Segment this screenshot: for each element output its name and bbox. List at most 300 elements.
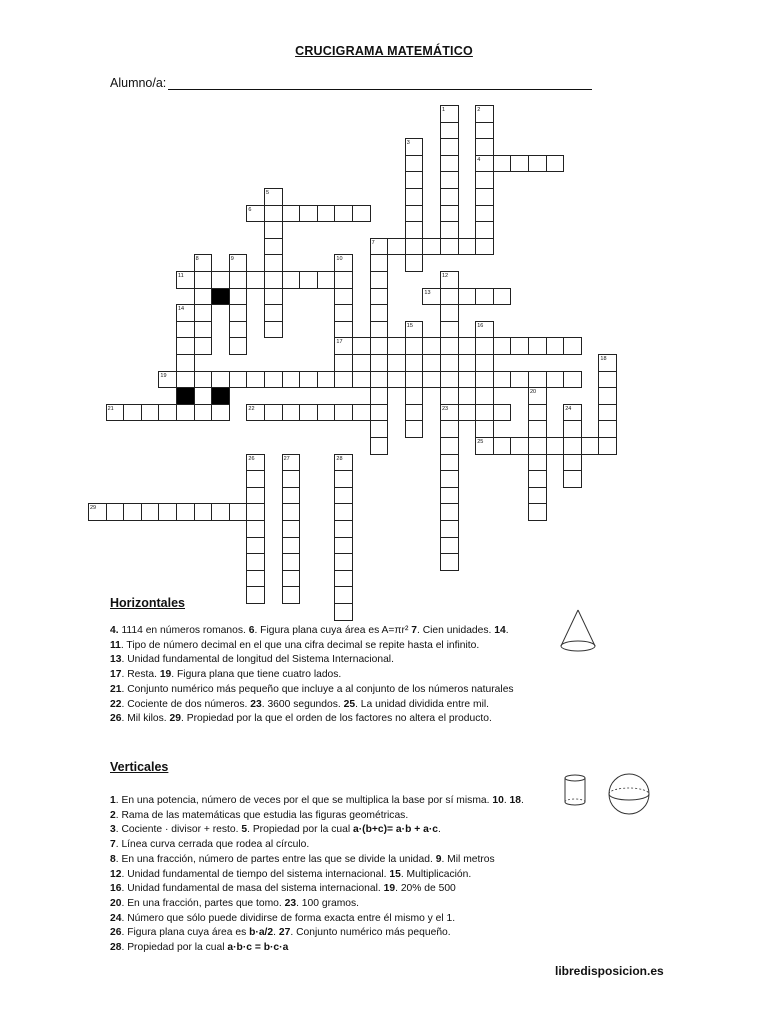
crossword-cell[interactable] (282, 487, 301, 505)
crossword-cell[interactable] (440, 420, 459, 438)
crossword-cell[interactable] (528, 337, 547, 355)
crossword-cell[interactable] (440, 337, 459, 355)
crossword-cell[interactable] (334, 205, 353, 223)
crossword-cell[interactable] (176, 337, 195, 355)
crossword-cell[interactable] (158, 503, 177, 521)
crossword-cell[interactable] (598, 371, 617, 389)
crossword-cell[interactable] (581, 437, 600, 455)
crossword-cell[interactable] (299, 404, 318, 422)
horizontales-clue-line (110, 698, 514, 713)
crossword-cell[interactable] (563, 454, 582, 472)
crossword-cell[interactable] (370, 354, 389, 372)
crossword-cell[interactable] (176, 354, 195, 372)
crossword-cell[interactable] (458, 238, 477, 256)
clue-number: 23 (250, 698, 262, 710)
crossword-cell[interactable] (370, 321, 389, 339)
crossword-cell[interactable] (282, 371, 301, 389)
crossword-cell[interactable] (194, 321, 213, 339)
crossword-cell[interactable] (510, 337, 529, 355)
crossword-cell[interactable] (370, 238, 389, 256)
crossword-cell[interactable] (440, 171, 459, 189)
crossword-cell[interactable] (334, 570, 353, 588)
verticales-clue-line (110, 941, 524, 956)
footer-site: libredisposicion.es (555, 964, 664, 978)
crossword-cell[interactable] (229, 337, 248, 355)
clue-text: . Mil kilos. (121, 713, 170, 725)
crossword-cell[interactable] (370, 304, 389, 322)
verticales-clue-line (110, 794, 524, 809)
crossword-cell[interactable] (317, 371, 336, 389)
clue-text: . Figura plana cuya área es A=πr² (254, 625, 412, 636)
clue-text: . Unidad fundamental de tiempo del sistema internacional. (121, 868, 390, 880)
crossword-cell[interactable] (246, 205, 265, 223)
crossword-cell[interactable] (334, 586, 353, 604)
clue-text: . Multiplicación. (400, 868, 472, 880)
crossword-cell[interactable] (475, 337, 494, 355)
clue-text: . (503, 795, 510, 806)
crossword-cell[interactable] (334, 454, 353, 472)
crossword-cell[interactable] (475, 171, 494, 189)
crossword-cell[interactable] (194, 271, 213, 289)
clue-number-label: 1 (442, 107, 446, 113)
horizontales-clues (110, 624, 514, 727)
crossword-cell[interactable] (229, 271, 248, 289)
clue-number-label: 21 (107, 405, 114, 412)
crossword-cell[interactable] (246, 570, 265, 588)
crossword-cell[interactable] (317, 271, 336, 289)
crossword-cell[interactable] (229, 304, 248, 322)
crossword-cell[interactable] (229, 254, 248, 272)
crossword-cell[interactable] (475, 371, 494, 389)
crossword-cell[interactable] (475, 105, 494, 123)
crossword-cell[interactable] (194, 288, 213, 306)
crossword-cell[interactable] (317, 404, 336, 422)
crossword-cell[interactable] (370, 254, 389, 272)
clue-number-label: 3 (406, 140, 410, 147)
clue-text: . (273, 927, 279, 939)
crossword-cell[interactable] (458, 404, 477, 422)
horizontales-clue-line (110, 653, 514, 668)
crossword-cell[interactable] (176, 304, 195, 322)
crossword-cell[interactable] (405, 238, 424, 256)
crossword-cell[interactable] (211, 271, 230, 289)
crossword-cell[interactable] (264, 221, 283, 239)
crossword-cell[interactable] (246, 586, 265, 604)
crossword-cell[interactable] (282, 503, 301, 521)
crossword-cell[interactable] (440, 288, 459, 306)
crossword-cell[interactable] (141, 404, 160, 422)
clue-number-label: 12 (442, 273, 449, 279)
crossword-cell[interactable] (475, 221, 494, 239)
crossword-cell[interactable] (387, 337, 406, 355)
crossword-cell[interactable] (598, 404, 617, 422)
clue-number: 17 (110, 669, 122, 681)
clue-text: . Mil metros (441, 853, 495, 865)
crossword-cell[interactable] (158, 371, 177, 389)
crossword-cell[interactable] (211, 371, 230, 389)
crossword-cell[interactable] (405, 371, 424, 389)
crossword-cell[interactable] (106, 503, 125, 521)
crossword-cell[interactable] (528, 404, 547, 422)
crossword-cell[interactable] (264, 321, 283, 339)
crossword-cell[interactable] (405, 420, 424, 438)
crossword-cell[interactable] (510, 155, 529, 173)
crossword-cell[interactable] (440, 487, 459, 505)
crossword-cell[interactable] (493, 337, 512, 355)
crossword-cell[interactable] (458, 337, 477, 355)
crossword-cell[interactable] (194, 304, 213, 322)
crossword-cell[interactable] (264, 188, 283, 206)
crossword-cell[interactable] (352, 371, 371, 389)
crossword-cell[interactable] (334, 520, 353, 538)
crossword-black-cell (176, 387, 195, 405)
crossword-cell[interactable] (493, 371, 512, 389)
crossword-cell[interactable] (282, 404, 301, 422)
crossword-cell[interactable] (528, 387, 547, 405)
crossword-cell[interactable] (563, 404, 582, 422)
crossword-cell[interactable] (528, 371, 547, 389)
crossword-cell[interactable] (598, 354, 617, 372)
crossword-cell[interactable] (370, 288, 389, 306)
crossword-cell[interactable] (546, 437, 565, 455)
clue-number: 13 (110, 654, 122, 666)
crossword-cell[interactable] (598, 437, 617, 455)
crossword-cell[interactable] (334, 271, 353, 289)
crossword-cell[interactable] (123, 503, 142, 521)
crossword-cell[interactable] (440, 454, 459, 472)
crossword-cell[interactable] (334, 487, 353, 505)
crossword-cell[interactable] (440, 404, 459, 422)
verticales-clue-line (110, 838, 524, 853)
crossword-cell[interactable] (475, 288, 494, 306)
crossword-cell[interactable] (405, 155, 424, 173)
crossword-cell[interactable] (387, 371, 406, 389)
crossword-cell[interactable] (246, 371, 265, 389)
crossword-cell[interactable] (405, 254, 424, 272)
crossword-cell[interactable] (598, 387, 617, 405)
crossword-cell[interactable] (370, 271, 389, 289)
crossword-cell[interactable] (440, 537, 459, 555)
crossword-cell[interactable] (405, 337, 424, 355)
crossword-cell[interactable] (440, 503, 459, 521)
crossword-cell[interactable] (528, 420, 547, 438)
crossword-cell[interactable] (422, 337, 441, 355)
crossword-cell[interactable] (282, 454, 301, 472)
clue-number: a·b·c = b·c·a (227, 942, 289, 954)
student-label: Alumno/a: (110, 76, 167, 90)
crossword-cell[interactable] (510, 437, 529, 455)
crossword-cell[interactable] (334, 288, 353, 306)
verticales-clue-line (110, 897, 524, 912)
crossword-cell[interactable] (194, 503, 213, 521)
crossword-cell[interactable] (282, 586, 301, 604)
crossword-cell[interactable] (458, 288, 477, 306)
crossword-cell[interactable] (264, 404, 283, 422)
crossword-cell[interactable] (475, 188, 494, 206)
crossword-cell[interactable] (141, 503, 160, 521)
crossword-cell[interactable] (475, 321, 494, 339)
student-name-field[interactable] (110, 76, 592, 90)
crossword-cell[interactable] (528, 503, 547, 521)
crossword-cell[interactable] (405, 138, 424, 156)
clue-text: . Tipo de número decimal en el que una cifra decimal se repite hasta el infinito. (120, 639, 480, 651)
crossword-cell[interactable] (334, 404, 353, 422)
verticales-clue-line (110, 882, 524, 897)
clue-number: 1 (110, 795, 116, 806)
crossword-cell[interactable] (282, 570, 301, 588)
crossword-cell[interactable] (264, 288, 283, 306)
crossword-cell[interactable] (246, 487, 265, 505)
crossword-cell[interactable] (563, 371, 582, 389)
crossword-cell[interactable] (475, 404, 494, 422)
crossword-cell[interactable] (246, 503, 265, 521)
crossword-cell[interactable] (334, 470, 353, 488)
crossword-cell[interactable] (282, 271, 301, 289)
crossword-cell[interactable] (440, 188, 459, 206)
clue-text: . En una fracción, número de partes entre las que se divide la unidad. (115, 853, 436, 865)
crossword-cell[interactable] (370, 420, 389, 438)
crossword-cell[interactable] (334, 321, 353, 339)
crossword-cell[interactable] (334, 503, 353, 521)
horizontales-heading: Horizontales (110, 596, 186, 610)
crossword-cell[interactable] (528, 454, 547, 472)
crossword-cell[interactable] (563, 420, 582, 438)
crossword-cell[interactable] (352, 205, 371, 223)
crossword-cell[interactable] (475, 238, 494, 256)
clue-number-label: 19 (160, 372, 167, 379)
crossword-cell[interactable] (405, 205, 424, 223)
crossword-cell[interactable] (440, 138, 459, 156)
clue-text: . Cociente de dos números. (121, 698, 251, 710)
crossword-cell[interactable] (563, 470, 582, 488)
crossword-cell[interactable] (546, 371, 565, 389)
crossword-cell[interactable] (475, 122, 494, 140)
crossword-cell[interactable] (510, 371, 529, 389)
clue-text: . Número que sólo puede dividirse de forma exacta entre él mismo y el 1. (121, 912, 456, 924)
crossword-cell[interactable] (370, 387, 389, 405)
clue-number-label: 7 (371, 239, 375, 246)
clue-text: . (437, 824, 441, 836)
crossword-cell[interactable] (194, 337, 213, 355)
crossword-cell[interactable] (405, 221, 424, 239)
crossword-cell[interactable] (528, 470, 547, 488)
crossword-cell[interactable] (475, 155, 494, 173)
crossword-cell[interactable] (211, 503, 230, 521)
crossword-cell[interactable] (440, 122, 459, 140)
crossword-cell[interactable] (475, 437, 494, 455)
crossword-cell[interactable] (334, 603, 353, 621)
crossword-cell[interactable] (440, 238, 459, 256)
crossword-cell[interactable] (458, 371, 477, 389)
crossword-cell[interactable] (194, 371, 213, 389)
crossword-cell[interactable] (334, 553, 353, 571)
crossword-cell[interactable] (264, 238, 283, 256)
crossword-cell[interactable] (282, 520, 301, 538)
crossword-cell[interactable] (211, 404, 230, 422)
clue-number: 5 (241, 824, 248, 836)
crossword-cell[interactable] (440, 105, 459, 123)
crossword-cell[interactable] (246, 404, 265, 422)
crossword-cell[interactable] (440, 354, 459, 372)
crossword-cell[interactable] (334, 304, 353, 322)
crossword-cell[interactable] (440, 221, 459, 239)
crossword-cell[interactable] (88, 503, 107, 521)
crossword-cell[interactable] (123, 404, 142, 422)
crossword-cell[interactable] (422, 238, 441, 256)
crossword-cell[interactable] (334, 371, 353, 389)
clue-text: . 100 gramos. (296, 897, 360, 909)
crossword-cell[interactable] (229, 321, 248, 339)
cone-icon (558, 608, 598, 656)
crossword-cell[interactable] (405, 387, 424, 405)
crossword-cell[interactable] (546, 337, 565, 355)
crossword-cell[interactable] (475, 354, 494, 372)
clue-text: . Figura plana cuya área es (121, 927, 250, 939)
crossword-cell[interactable] (282, 205, 301, 223)
crossword-cell[interactable] (229, 288, 248, 306)
crossword-cell[interactable] (264, 254, 283, 272)
crossword-cell[interactable] (440, 304, 459, 322)
crossword-cell[interactable] (493, 437, 512, 455)
clue-number: 16 (110, 883, 122, 895)
crossword-cell[interactable] (440, 470, 459, 488)
crossword-cell[interactable] (246, 553, 265, 571)
crossword-cell[interactable] (264, 304, 283, 322)
horizontales-clue-line (110, 683, 514, 698)
clue-number-label: 4 (477, 156, 481, 163)
crossword-cell[interactable] (475, 387, 494, 405)
crossword-cell[interactable] (176, 271, 195, 289)
crossword-cell[interactable] (528, 487, 547, 505)
crossword-cell[interactable] (440, 371, 459, 389)
crossword-cell[interactable] (264, 271, 283, 289)
clue-number-label: 17 (336, 339, 343, 346)
clue-text: . Rama de las matemáticas que estudia las figuras geométricas. (115, 809, 409, 821)
crossword-cell[interactable] (440, 553, 459, 571)
sphere-icon (606, 772, 652, 818)
crossword-cell[interactable] (299, 205, 318, 223)
crossword-cell[interactable] (282, 553, 301, 571)
clue-number: 7 (110, 839, 116, 851)
clue-number: 19 (159, 669, 172, 681)
crossword-cell[interactable] (194, 404, 213, 422)
crossword-cell[interactable] (440, 271, 459, 289)
crossword-cell[interactable] (475, 420, 494, 438)
crossword-cell[interactable] (528, 155, 547, 173)
crossword-cell[interactable] (334, 354, 353, 372)
crossword-cell[interactable] (422, 288, 441, 306)
crossword-cell[interactable] (194, 254, 213, 272)
crossword-cell[interactable] (299, 271, 318, 289)
crossword-cell[interactable] (229, 503, 248, 521)
crossword-cell[interactable] (229, 371, 248, 389)
clue-text: . Conjunto numérico más pequeño. (290, 927, 451, 939)
clue-number-label: 9 (230, 256, 234, 263)
crossword-black-cell (211, 387, 230, 405)
crossword-cell[interactable] (440, 205, 459, 223)
crossword-cell[interactable] (405, 188, 424, 206)
crossword-cell[interactable] (370, 337, 389, 355)
crossword-cell[interactable] (440, 155, 459, 173)
crossword-cell[interactable] (387, 238, 406, 256)
crossword-cell[interactable] (440, 520, 459, 538)
crossword-cell[interactable] (176, 404, 195, 422)
crossword-cell[interactable] (370, 404, 389, 422)
crossword-cell[interactable] (176, 503, 195, 521)
crossword-cell[interactable] (563, 437, 582, 455)
clue-number: 20 (110, 897, 122, 909)
clue-number: 4. (110, 625, 119, 636)
crossword-cell[interactable] (528, 437, 547, 455)
crossword-cell[interactable] (475, 205, 494, 223)
crossword-cell[interactable] (493, 155, 512, 173)
crossword-cell[interactable] (493, 288, 512, 306)
crossword-cell[interactable] (334, 537, 353, 555)
clue-number: 14 (494, 625, 506, 636)
clue-number: 7 (411, 625, 417, 636)
crossword-cell[interactable] (299, 371, 318, 389)
crossword-cell[interactable] (106, 404, 125, 422)
crossword-cell[interactable] (282, 537, 301, 555)
crossword-cell[interactable] (264, 371, 283, 389)
crossword-cell[interactable] (334, 254, 353, 272)
clue-text: . (521, 795, 524, 806)
crossword-cell[interactable] (440, 387, 459, 405)
clue-number-label: 22 (248, 405, 255, 412)
crossword-cell[interactable] (546, 155, 565, 173)
crossword-cell[interactable] (158, 404, 177, 422)
crossword-cell[interactable] (317, 205, 336, 223)
clue-text: . Unidad fundamental de longitud del Sistema Internacional. (121, 654, 394, 666)
crossword-cell[interactable] (405, 404, 424, 422)
crossword-cell[interactable] (246, 537, 265, 555)
clue-number: 18 (509, 795, 522, 806)
crossword-cell[interactable] (370, 437, 389, 455)
crossword-cell[interactable] (440, 321, 459, 339)
clue-number: 29 (169, 713, 181, 725)
crossword-cell[interactable] (405, 321, 424, 339)
crossword-cell[interactable] (352, 404, 371, 422)
crossword-cell[interactable] (282, 470, 301, 488)
crossword-cell[interactable] (422, 371, 441, 389)
crossword-cell[interactable] (370, 371, 389, 389)
crossword-cell[interactable] (176, 371, 195, 389)
crossword-cell[interactable] (246, 271, 265, 289)
clue-number: 8 (110, 853, 116, 865)
student-name-line[interactable] (168, 77, 592, 90)
crossword-cell[interactable] (493, 404, 512, 422)
crossword-cell[interactable] (405, 354, 424, 372)
clue-number: 19 (383, 883, 396, 895)
crossword-cell[interactable] (246, 520, 265, 538)
crossword-cell[interactable] (475, 138, 494, 156)
crossword-cell[interactable] (352, 337, 371, 355)
horizontales-clue-line (110, 712, 514, 727)
crossword-cell[interactable] (563, 337, 582, 355)
clue-number: 15 (389, 868, 401, 880)
cylinder-icon (562, 773, 588, 809)
crossword-cell[interactable] (405, 171, 424, 189)
crossword-cell[interactable] (598, 420, 617, 438)
crossword-cell[interactable] (246, 470, 265, 488)
clue-number-label: 10 (336, 256, 343, 263)
crossword-cell[interactable] (264, 205, 283, 223)
clue-number: 21 (110, 683, 122, 695)
crossword-cell[interactable] (440, 437, 459, 455)
crossword-cell[interactable] (176, 321, 195, 339)
crossword-cell[interactable] (334, 337, 353, 355)
crossword-cell[interactable] (246, 454, 265, 472)
